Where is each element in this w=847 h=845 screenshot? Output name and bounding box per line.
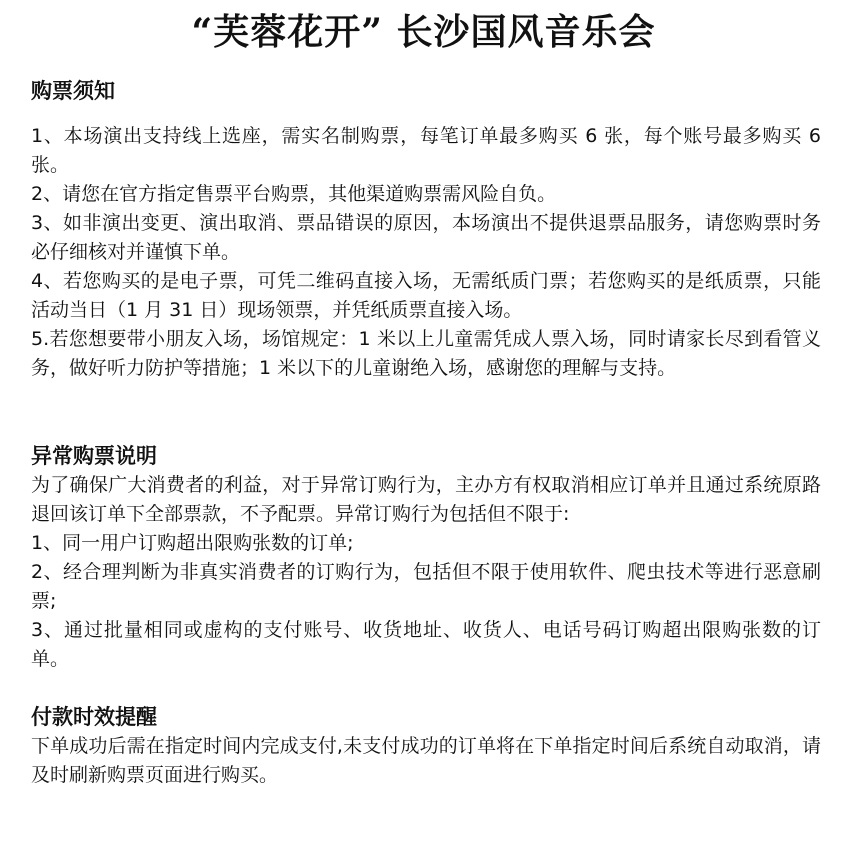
section-heading: 购票须知 <box>31 78 115 103</box>
paragraph: 4、若您购买的是电子票，可凭二维码直接入场，无需纸质门票；若您购买的是纸质票，只能活动当日（1 月 31 日）现场领票，并凭纸质票直接入场。 <box>31 270 821 321</box>
paragraph: 1、本场演出支持线上选座，需实名制购票，每笔订单最多购买 6 张，每个账号最多购买 6 张。 <box>31 125 821 176</box>
document-body <box>31 72 821 790</box>
section-abnormal-purchase <box>31 441 821 674</box>
paragraph: 为了确保广大消费者的利益，对于异常订购行为，主办方有权取消相应订单并且通过系统原路退回该订单下全部票款，不予配票。异常订购行为包括但不限于: <box>31 474 821 525</box>
section-heading: 异常购票说明 <box>31 443 157 468</box>
paragraph: 1、同一用户订购超出限购张数的订单; <box>31 532 354 554</box>
paragraph: 2、请您在官方指定售票平台购票，其他渠道购票需风险自负。 <box>31 183 557 205</box>
page-title: “芙蓉花开” 长沙国风音乐会 <box>191 11 656 53</box>
spacer <box>31 674 821 702</box>
paragraph: 下单成功后需在指定时间内完成支付,未支付成功的订单将在下单指定时间后系统自动取消，请及时刷新购票页面进行购买。 <box>31 735 821 786</box>
paragraph: 3、通过批量相同或虚构的支付账号、收货地址、收货人、电话号码订购超出限购张数的订单。 <box>31 619 821 670</box>
section-heading: 付款时效提醒 <box>31 704 157 729</box>
section-payment-reminder <box>31 702 821 790</box>
paragraph: 5.若您想要带小朋友入场，场馆规定：1 米以上儿童需凭成人票入场，同时请家长尽到看管义务，做好听力防护等措施；1 米以下的儿童谢绝入场，感谢您的理解与支持。 <box>31 328 821 379</box>
paragraph: 2、经合理判断为非真实消费者的订购行为，包括但不限于使用软件、爬虫技术等进行恶意刷票; <box>31 561 821 612</box>
spacer <box>31 383 821 441</box>
section-ticket-notice <box>31 76 821 383</box>
paragraph: 3、如非演出变更、演出取消、票品错误的原因，本场演出不提供退票品服务，请您购票时务必仔细核对并谨慎下单。 <box>31 212 821 263</box>
